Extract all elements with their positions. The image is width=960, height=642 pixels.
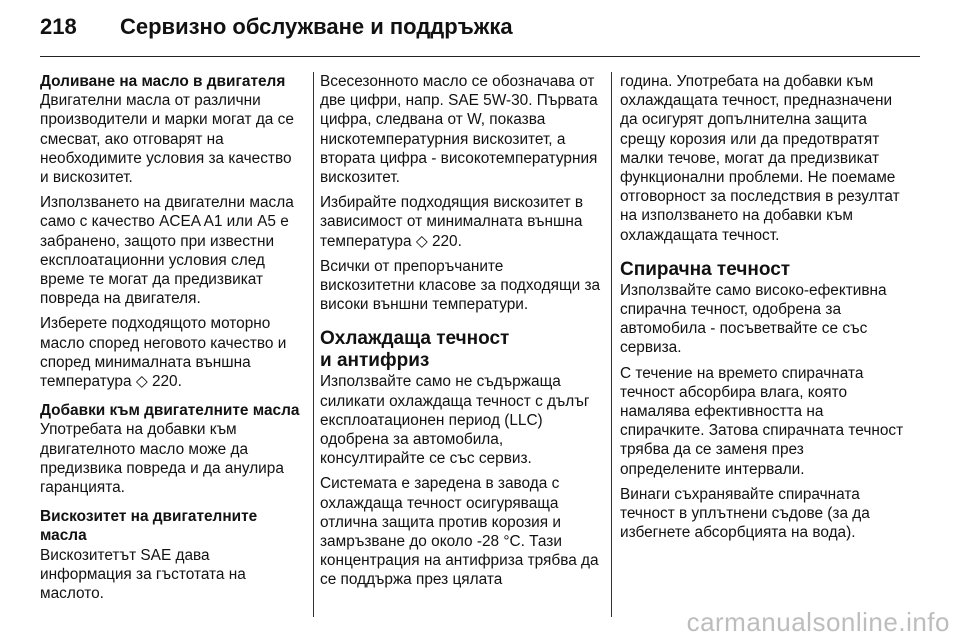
paragraph: Всички от препоръчаните вискозитетни класове за подходящи за високи външни температури. xyxy=(320,257,601,314)
paragraph: Двигателни масла от различни производители и марки могат да се смесват, ако отговарят на необходимите условия за качество и вискозитет. xyxy=(40,92,294,187)
watermark: carmanualsonline.info xyxy=(686,607,950,637)
heading-oil-additives: Добавки към двигателните масла xyxy=(40,402,300,420)
paragraph: Избирайте подходящия вискозитет в зависимост от минималната външна температура ◇ 220. xyxy=(320,194,584,250)
column-3 xyxy=(620,72,904,548)
heading-brake-fluid: Спирачна течност xyxy=(620,258,791,280)
paragraph: Използвайте само не съдържаща силикати охлаждаща течност с дълъг експлоатационен период (LLC) одобрена за автомобила, консултирайте се със сервиз. xyxy=(320,373,590,468)
paragraph: Употребата на добавки към двигателното масло може да предизвика повреда и да анулира гаранцията. xyxy=(40,421,284,497)
paragraph: Всесезонното масло се обозначава от две цифри, напр. SAE 5W-30. Първата цифра, следвана от W, показва нискотемпературния вискозитет, а втората цифра - високотемпературния вискозитет. xyxy=(320,73,598,187)
heading-coolant-line-1: Охлаждаща течност xyxy=(320,328,510,350)
paragraph: Използването на двигателни масла само с качество ACEA A1 или A5 е забранено, защото при известни експлоатационни условия след време те могат да предизвикат повреда на двигателя. xyxy=(40,194,294,308)
heading-oil-viscosity: Вискозитет на двигателните масла xyxy=(40,508,258,545)
page-number: 218 xyxy=(40,14,77,39)
paragraph: С течение на времето спирачната течност абсорбира влага, която намалява ефективността на спирачките. Затова спирачната течност трябва да се заменя през определените интервали. xyxy=(620,364,904,478)
paragraph: Използвайте само високо-ефективна спирачна течност, одобрена за автомобила - посъветвайте се със сервиза. xyxy=(620,281,887,357)
paragraph: година. Употребата на добавки към охлаждащата течност, предназначени да осигурят допълнителна защита срещу корозия или да предотвратят малки течове, могат да предизвикат функционални проблеми. Не поемаме отговорност за последствия в резултат на използването на добавки към охлаждащата течност. xyxy=(620,73,900,244)
page-header xyxy=(40,14,920,40)
heading-coolant-line-2: и антифриз xyxy=(320,350,430,372)
column-1 xyxy=(40,72,304,609)
header-rule xyxy=(40,56,920,57)
paragraph: Винаги съхранявайте спирачната течност в уплътнени съдове (за да избегнете абсорбцията на вода). xyxy=(620,485,870,542)
column-divider-2 xyxy=(611,72,612,617)
column-divider-1 xyxy=(313,72,314,617)
column-2 xyxy=(320,72,602,596)
heading-engine-oil-topping: Доливане на масло в двигателя xyxy=(40,73,286,90)
paragraph: Системата е заредена в завода с охлаждаща течност осигуряваща отлична защита против корозия и замръзване до около -28 °C. Тази концентрация на антифриза трябва да се поддържа през цялата xyxy=(320,475,599,589)
page-title: Сервизно обслужване и поддръжка xyxy=(120,14,513,39)
paragraph: Изберете подходящото моторно масло според неговото качество и според минималната външна температура ◇ 220. xyxy=(40,315,287,391)
paragraph: Вискозитетът SAE дава информация за гъстотата на маслото. xyxy=(40,546,246,603)
heading-coolant xyxy=(320,328,602,372)
